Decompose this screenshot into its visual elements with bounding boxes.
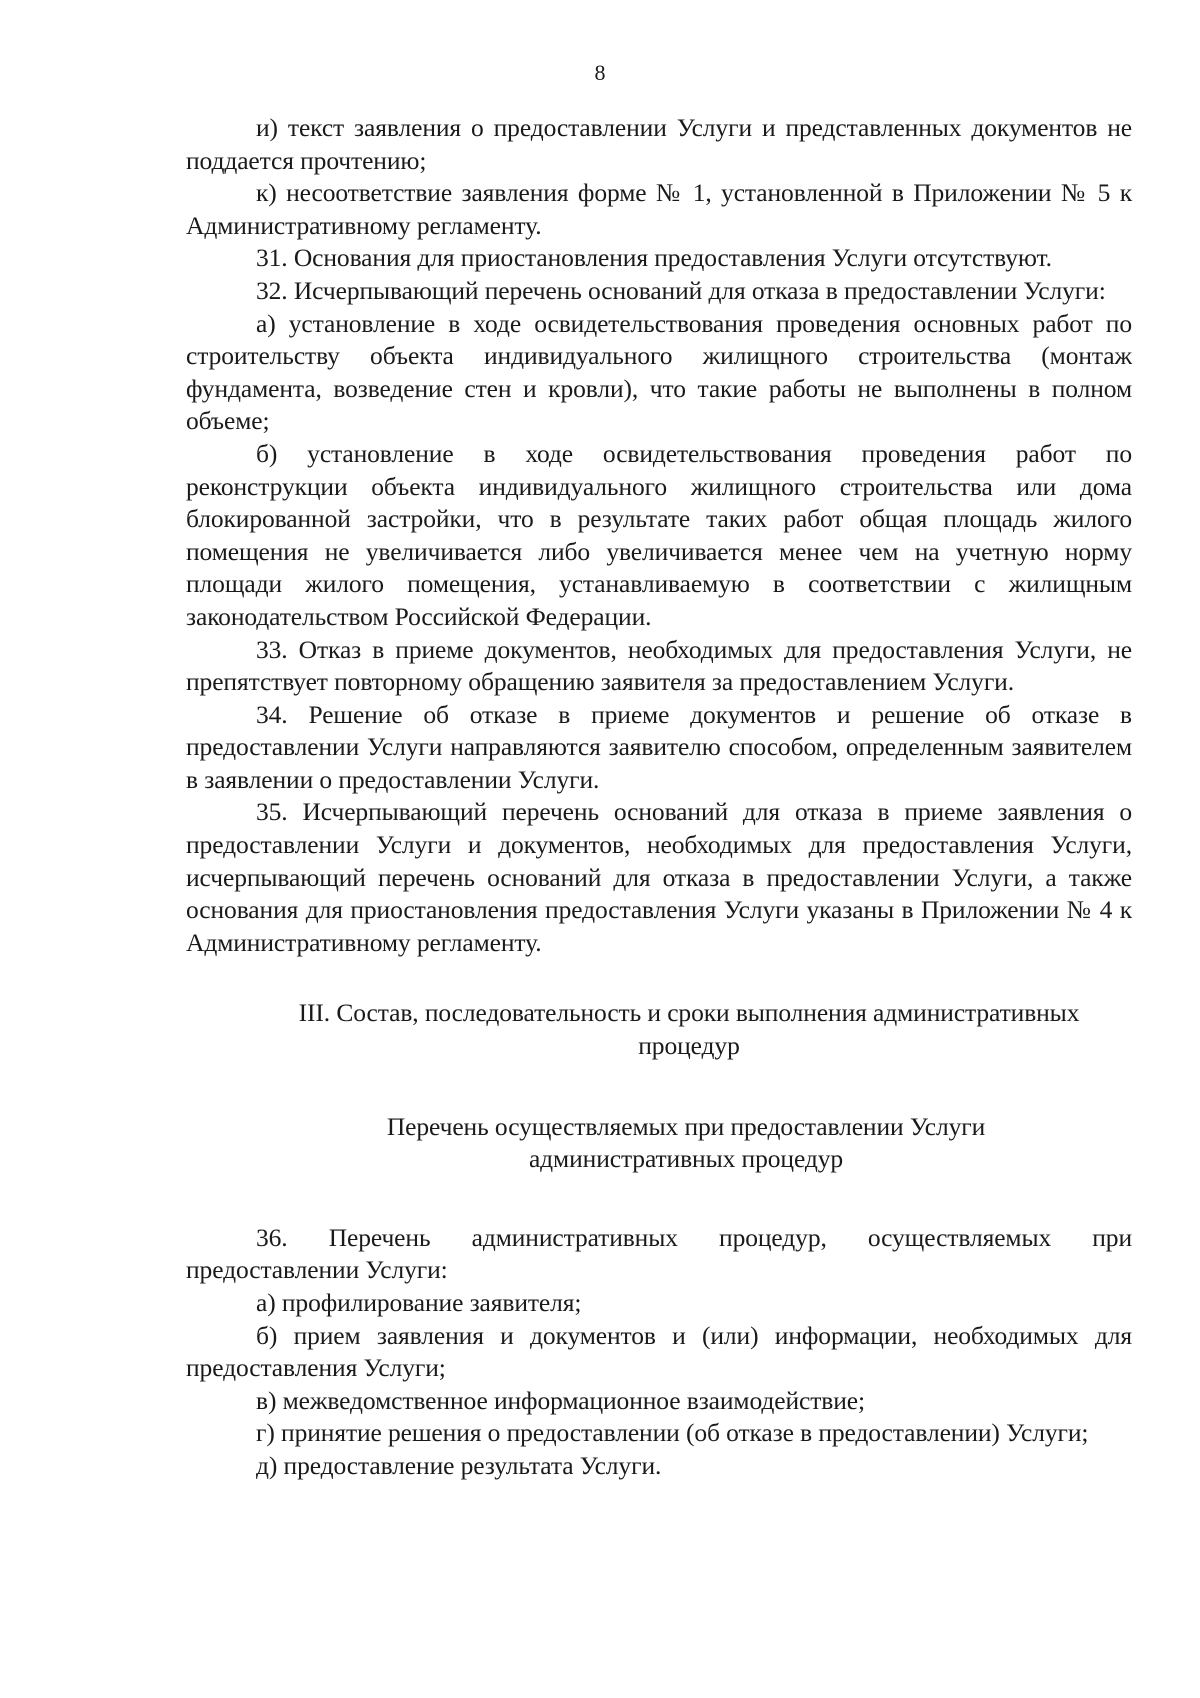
paragraph-32-b: б) установление в ходе освидетельствования проведения работ по реконструкции объекта индивидуального жилищного строительства или дома блокированной застройки, что в результате таких работ общая площадь жилого помещения не увеличивается либо увеличивается менее чем на учетную норму площади жилого помещения, устанавливаемую в соответствии с жилищным законодательством Российской Федерации. bbox=[186, 438, 1132, 631]
paragraph-item-k: к) несоответствие заявления форме № 1, установленной в Приложении № 5 к Административному регламенту. bbox=[186, 178, 1132, 240]
paragraph-item-i: и) текст заявления о предоставлении Услуги и представленных документов не поддается прочтению; bbox=[186, 113, 1132, 175]
paragraph-31: 31. Основания для приостановления предоставления Услуги отсутствуют. bbox=[256, 243, 1052, 273]
page-number: 8 bbox=[594, 60, 606, 85]
list-item-g: г) принятие решения о предоставлении (об отказе в предоставлении) Услуги; bbox=[256, 1418, 1089, 1448]
list-item-a: а) профилирование заявителя; bbox=[256, 1288, 582, 1317]
list-item-v: в) межведомственное информационное взаимодействие; bbox=[256, 1385, 865, 1415]
subsection-heading: Перечень осуществляемых при предоставлении Услуги административных процедур bbox=[386, 1111, 986, 1174]
paragraph-32-a: а) установление в ходе освидетельствования проведения основных работ по строительству объекта индивидуального жилищного строительства (монтаж фундамента, возведение стен и кровли), что такие работы не выполнены в полном объеме; bbox=[186, 308, 1132, 436]
paragraph-36: 36. Перечень административных процедур, осуществляемых при предоставлении Услуги: bbox=[186, 1222, 1132, 1285]
procedures-list bbox=[186, 1222, 1132, 1483]
paragraph-35: 35. Исчерпывающий перечень оснований для отказа в приеме заявления о предоставлении Услуги и документов, необходимых для предоставления Услуги, исчерпывающий перечень оснований для отказа в предоставлении Услуги, а также основания для приостановления предоставления Услуги указаны в Приложении № 4 к Административному регламенту. bbox=[186, 797, 1132, 957]
paragraph-32: 32. Исчерпывающий перечень оснований для отказа в предоставлении Услуги: bbox=[256, 275, 1106, 305]
list-item-b: б) прием заявления и документов и (или) информации, необходимых для предоставления Услуги; bbox=[186, 1320, 1132, 1383]
list-item-d: д) предоставление результата Услуги. bbox=[256, 1450, 662, 1480]
paragraph-33: 33. Отказ в приеме документов, необходимых для предоставления Услуги, не препятствует повторному обращению заявителя за предоставлением Услуги. bbox=[186, 634, 1132, 697]
paragraph-34: 34. Решение об отказе в приеме документов и решение об отказе в предоставлении Услуги направляются заявителю способом, определенным заявителем в заявлении о предоставлении Услуги. bbox=[186, 699, 1132, 794]
document-body bbox=[186, 112, 1132, 1483]
section-heading: III. Состав, последовательность и сроки выполнения административных процедур bbox=[298, 998, 1080, 1061]
